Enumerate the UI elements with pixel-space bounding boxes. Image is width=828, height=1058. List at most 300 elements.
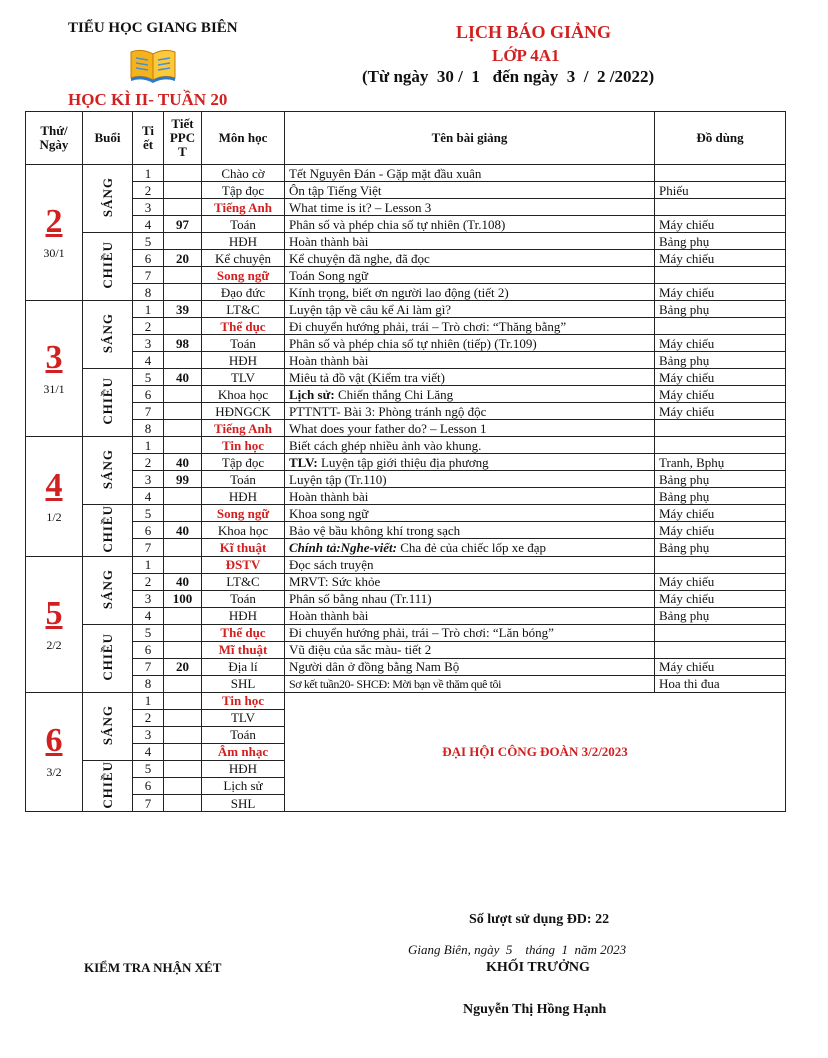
period-cell: 3 — [133, 471, 164, 488]
lesson-text: Hoàn thành bài — [289, 233, 369, 249]
period-cell: 5 — [133, 505, 164, 522]
ppct-cell — [164, 760, 202, 777]
subject-cell: Tiếng Anh — [202, 420, 285, 437]
ppct-cell — [164, 624, 202, 641]
lesson-text: Phân số và phép chia số tự nhiên (Tr.108) — [289, 216, 506, 232]
subject-cell: Đạo đức — [202, 284, 285, 301]
period-cell: 5 — [133, 624, 164, 641]
table-row — [26, 182, 786, 199]
col-session: Buổi — [83, 112, 133, 165]
day-cell — [26, 692, 83, 812]
ppct-cell — [164, 795, 202, 812]
day-cell — [26, 556, 83, 692]
lesson-cell — [285, 607, 655, 624]
lesson-text: Khoa song ngữ — [289, 505, 369, 521]
subject-cell: Lịch sử — [202, 777, 285, 794]
table-row — [26, 420, 786, 437]
ppct-cell — [164, 352, 202, 369]
subject-cell: LT&C — [202, 301, 285, 318]
table-row — [26, 386, 786, 403]
ppct-cell — [164, 233, 202, 250]
tool-cell: Phiếu — [655, 182, 786, 199]
ppct-cell: 97 — [164, 216, 202, 233]
lesson-text: Sơ kết tuần20- SHCĐ: Mời bạn về thăm quê tôi — [289, 676, 502, 691]
session-label: CHIỀU — [100, 632, 115, 681]
subject-cell: Toán — [202, 216, 285, 233]
col-tools: Đồ dùng — [655, 112, 786, 165]
lesson-cell — [285, 556, 655, 573]
tool-cell: Bảng phụ — [655, 233, 786, 250]
table-row — [26, 573, 786, 590]
period-cell: 4 — [133, 743, 164, 760]
lesson-cell — [285, 505, 655, 522]
subject-cell: Tin học — [202, 692, 285, 709]
session-morning — [83, 556, 133, 624]
subject-cell: Khoa học — [202, 386, 285, 403]
lesson-cell — [285, 641, 655, 658]
lesson-cell — [285, 437, 655, 454]
lesson-cell — [285, 420, 655, 437]
tool-cell: Máy chiếu — [655, 335, 786, 352]
tool-cell: Máy chiếu — [655, 284, 786, 301]
col-subject: Môn học — [202, 112, 285, 165]
tool-cell: Máy chiếu — [655, 386, 786, 403]
ppct-cell — [164, 165, 202, 182]
ppct-cell: 20 — [164, 250, 202, 267]
ppct-cell: 20 — [164, 658, 202, 675]
lesson-text: Hoàn thành bài — [289, 488, 369, 504]
tool-cell: Máy chiếu — [655, 250, 786, 267]
session-afternoon — [83, 369, 133, 437]
col-day: Thứ/ Ngày — [26, 112, 83, 165]
tool-cell: Máy chiếu — [655, 369, 786, 386]
period-cell: 1 — [133, 437, 164, 454]
subject-cell: HĐH — [202, 607, 285, 624]
session-morning — [83, 692, 133, 760]
table-row — [26, 454, 786, 471]
period-cell: 7 — [133, 267, 164, 284]
lesson-text: Cha đẻ của chiếc lốp xe đạp — [396, 540, 547, 556]
equipment-usage: Số lượt sử dụng ĐD: 22 — [469, 912, 610, 927]
tool-cell: Bảng phụ — [655, 471, 786, 488]
period-cell: 6 — [133, 777, 164, 794]
session-afternoon — [83, 760, 133, 812]
day-cell — [26, 437, 83, 557]
lesson-cell — [285, 488, 655, 505]
head-label: KHỐI TRƯỞNG — [486, 960, 590, 975]
lesson-cell — [285, 522, 655, 539]
period-cell: 1 — [133, 301, 164, 318]
tool-cell: Máy chiếu — [655, 522, 786, 539]
ppct-cell — [164, 505, 202, 522]
session-afternoon — [83, 624, 133, 692]
tool-cell — [655, 267, 786, 284]
day-date: 3/2 — [46, 765, 62, 780]
lesson-cell — [285, 573, 655, 590]
lesson-text: What time is it? – Lesson 3 — [289, 199, 432, 215]
lesson-text: PTTNTT- Bài 3: Phòng tránh ngộ độc — [289, 403, 487, 419]
subject-cell: HĐH — [202, 233, 285, 250]
tool-cell: Máy chiếu — [655, 573, 786, 590]
ppct-cell — [164, 420, 202, 437]
session-label: SÁNG — [100, 312, 115, 354]
schedule-body — [26, 165, 786, 812]
lesson-text: Ôn tập Tiếng Việt — [289, 182, 382, 198]
day-number: 3 — [45, 339, 63, 376]
lesson-text: Vũ điệu của sắc màu- tiết 2 — [289, 642, 432, 658]
subject-cell: Âm nhạc — [202, 743, 285, 760]
period-cell: 7 — [133, 539, 164, 556]
lesson-cell — [285, 318, 655, 335]
tool-cell: Bảng phụ — [655, 301, 786, 318]
lesson-cell — [285, 590, 655, 607]
ppct-cell — [164, 403, 202, 420]
lesson-prefix: Lịch sử: — [289, 386, 335, 402]
ppct-cell — [164, 539, 202, 556]
lesson-cell — [285, 403, 655, 420]
tool-cell: Hoa thi đua — [655, 675, 786, 692]
event-cell — [285, 692, 786, 812]
period-cell: 5 — [133, 760, 164, 777]
lesson-text: Kính trọng, biết ơn người lao động (tiết 2) — [289, 284, 509, 300]
tool-cell: Máy chiếu — [655, 505, 786, 522]
place-date: Giang Biên, ngày 5 tháng 1 năm 2023 — [408, 942, 627, 957]
lesson-text: Kể chuyện đã nghe, đã đọc — [289, 250, 430, 266]
subject-cell: Kể chuyện — [202, 250, 285, 267]
period-cell: 1 — [133, 556, 164, 573]
tool-cell: Tranh, Bphụ — [655, 454, 786, 471]
period-cell: 8 — [133, 675, 164, 692]
subject-cell: Địa lí — [202, 658, 285, 675]
ppct-cell — [164, 692, 202, 709]
lesson-cell — [285, 386, 655, 403]
lesson-cell — [285, 199, 655, 216]
session-label: SÁNG — [100, 704, 115, 745]
session-morning — [83, 437, 133, 505]
ppct-cell — [164, 267, 202, 284]
subject-cell: TLV — [202, 369, 285, 386]
day-number: 2 — [45, 203, 63, 240]
lesson-cell — [285, 352, 655, 369]
subject-cell: Toán — [202, 590, 285, 607]
day-number: 6 — [45, 722, 63, 760]
table-row — [26, 284, 786, 301]
subject-cell: LT&C — [202, 573, 285, 590]
ppct-cell — [164, 182, 202, 199]
lesson-prefix: Chính tả:Nghe-viết: — [289, 540, 397, 556]
session-morning — [83, 165, 133, 233]
ppct-cell — [164, 199, 202, 216]
period-cell: 4 — [133, 488, 164, 505]
tool-cell: Máy chiếu — [655, 658, 786, 675]
lesson-cell — [285, 658, 655, 675]
subject-cell: TLV — [202, 709, 285, 726]
lesson-cell — [285, 369, 655, 386]
session-label: SÁNG — [100, 568, 115, 609]
lesson-text: Luyện tập về câu kể Ai làm gì? — [289, 301, 452, 317]
session-label: SÁNG — [100, 448, 115, 490]
lesson-cell — [285, 182, 655, 199]
period-cell: 2 — [133, 709, 164, 726]
table-row — [26, 437, 786, 454]
tool-cell — [655, 199, 786, 216]
lesson-text: Chiến thắng Chi Lăng — [334, 386, 454, 402]
lesson-text: Đọc sách truyện — [289, 557, 374, 573]
period-cell: 8 — [133, 420, 164, 437]
period-cell: 2 — [133, 318, 164, 335]
tool-cell: Máy chiếu — [655, 590, 786, 607]
subject-cell: Tập đọc — [202, 454, 285, 471]
review-label: KIỂM TRA NHẬN XÉT — [84, 960, 222, 975]
subject-cell: Chào cờ — [202, 165, 285, 182]
subject-cell: Toán — [202, 471, 285, 488]
session-morning — [83, 301, 133, 369]
period-cell: 8 — [133, 284, 164, 301]
table-row — [26, 216, 786, 233]
schedule-table — [25, 111, 786, 812]
session-afternoon — [83, 233, 133, 301]
lesson-text: Người dân ở đồng bằng Nam Bộ — [289, 659, 460, 675]
period-cell: 3 — [133, 335, 164, 352]
tool-cell — [655, 318, 786, 335]
book-icon — [128, 44, 178, 84]
ppct-cell — [164, 318, 202, 335]
day-date: 31/1 — [43, 382, 65, 396]
day-date: 30/1 — [43, 246, 65, 260]
period-cell: 2 — [133, 454, 164, 471]
table-row — [26, 301, 786, 318]
subject-cell: Toán — [202, 335, 285, 352]
period-cell: 5 — [133, 369, 164, 386]
session-label: CHIỀU — [100, 377, 115, 425]
signer-name: Nguyễn Thị Hồng Hạnh — [463, 1002, 607, 1017]
subject-cell: Mĩ thuật — [202, 641, 285, 658]
ppct-cell — [164, 743, 202, 760]
lesson-text: What does your father do? – Lesson 1 — [289, 420, 487, 436]
table-row — [26, 369, 786, 386]
ppct-cell: 100 — [164, 590, 202, 607]
session-label: SÁNG — [100, 176, 115, 218]
table-row — [26, 607, 786, 624]
subject-cell: Toán — [202, 726, 285, 743]
table-row — [26, 165, 786, 182]
period-cell: 7 — [133, 795, 164, 812]
lesson-text: Luyện tập giới thiệu địa phương — [317, 454, 489, 470]
day-number: 5 — [45, 594, 63, 632]
lesson-text: Hoàn thành bài — [289, 352, 369, 368]
table-row — [26, 641, 786, 658]
col-period: Ti ết — [133, 112, 164, 165]
session-label: CHIỀU — [100, 760, 115, 809]
table-header-row — [26, 112, 786, 165]
lesson-cell — [285, 454, 655, 471]
table-row — [26, 267, 786, 284]
lesson-cell — [285, 250, 655, 267]
period-cell: 3 — [133, 726, 164, 743]
table-row — [26, 250, 786, 267]
tool-cell — [655, 556, 786, 573]
session-afternoon — [83, 505, 133, 557]
ppct-cell — [164, 284, 202, 301]
subject-cell: HĐH — [202, 352, 285, 369]
period-cell: 1 — [133, 165, 164, 182]
lesson-text: Bảo vệ bầu không khí trong sạch — [289, 522, 461, 538]
lesson-text: Hoàn thành bài — [289, 608, 369, 624]
ppct-cell — [164, 709, 202, 726]
lesson-cell — [285, 675, 655, 692]
session-label: CHIỀU — [100, 241, 115, 289]
ppct-cell — [164, 641, 202, 658]
ppct-cell: 39 — [164, 301, 202, 318]
ppct-cell: 40 — [164, 454, 202, 471]
session-label: CHIỀU — [100, 505, 115, 553]
subject-cell: Kĩ thuật — [202, 539, 285, 556]
ppct-cell — [164, 726, 202, 743]
lesson-text: Biết cách ghép nhiều ảnh vào khung. — [289, 437, 482, 453]
table-row — [26, 522, 786, 539]
period-cell: 6 — [133, 641, 164, 658]
table-row — [26, 658, 786, 675]
day-date: 1/2 — [46, 509, 62, 524]
tool-cell — [655, 420, 786, 437]
col-lesson: Tên bài giảng — [285, 112, 655, 165]
subject-cell: Tiếng Anh — [202, 199, 285, 216]
table-row — [26, 624, 786, 641]
lesson-cell — [285, 284, 655, 301]
ppct-cell — [164, 488, 202, 505]
period-cell: 2 — [133, 573, 164, 590]
period-cell: 4 — [133, 216, 164, 233]
period-cell: 4 — [133, 607, 164, 624]
table-row — [26, 590, 786, 607]
lesson-text: MRVT: Sức khỏe — [289, 574, 381, 590]
tool-cell: Bảng phụ — [655, 539, 786, 556]
ppct-cell — [164, 437, 202, 454]
class-name: LỚP 4A1 — [492, 46, 560, 65]
col-ppct: Tiết PPC T — [164, 112, 202, 165]
lesson-text: Đi chuyển hướng phải, trái – Trò chơi: “Lăn bóng” — [289, 625, 554, 641]
period-cell: 7 — [133, 658, 164, 675]
subject-cell: HĐNGCK — [202, 403, 285, 420]
subject-cell: SHL — [202, 795, 285, 812]
subject-cell: Song ngữ — [202, 267, 285, 284]
school-name: TIỂU HỌC GIANG BIÊN — [68, 20, 238, 36]
lesson-cell — [285, 165, 655, 182]
table-row — [26, 488, 786, 505]
lesson-text: Phân số bằng nhau (Tr.111) — [289, 591, 432, 607]
period-cell: 4 — [133, 352, 164, 369]
lesson-text: Phân số và phép chia số tự nhiên (tiếp) (Tr.109) — [289, 335, 537, 351]
day-date: 2/2 — [46, 637, 62, 652]
table-row — [26, 539, 786, 556]
ppct-cell: 40 — [164, 369, 202, 386]
period-cell: 6 — [133, 522, 164, 539]
tool-cell: Máy chiếu — [655, 216, 786, 233]
period-cell: 5 — [133, 233, 164, 250]
table-row — [26, 471, 786, 488]
subject-cell: SHL — [202, 675, 285, 692]
table-row — [26, 199, 786, 216]
ppct-cell: 40 — [164, 522, 202, 539]
ppct-cell — [164, 675, 202, 692]
table-row — [26, 318, 786, 335]
table-row — [26, 675, 786, 692]
table-row — [26, 233, 786, 250]
period-cell: 2 — [133, 182, 164, 199]
day-cell — [26, 301, 83, 437]
period-cell: 3 — [133, 590, 164, 607]
tool-cell: Bảng phụ — [655, 352, 786, 369]
lesson-cell — [285, 267, 655, 284]
table-row — [26, 505, 786, 522]
lesson-cell — [285, 301, 655, 318]
tool-cell: Bảng phụ — [655, 607, 786, 624]
lesson-cell — [285, 216, 655, 233]
lesson-text: Tết Nguyên Đán - Gặp mặt đầu xuân — [289, 165, 482, 181]
tool-cell — [655, 437, 786, 454]
lesson-cell — [285, 233, 655, 250]
table-row — [26, 403, 786, 420]
period-cell: 1 — [133, 692, 164, 709]
lesson-cell — [285, 624, 655, 641]
tool-cell — [655, 165, 786, 182]
ppct-cell: 98 — [164, 335, 202, 352]
subject-cell: HĐH — [202, 488, 285, 505]
lesson-text: Toán Song ngữ — [289, 267, 369, 283]
lesson-text: Luyện tập (Tr.110) — [289, 471, 387, 487]
ppct-cell — [164, 386, 202, 403]
period-cell: 3 — [133, 199, 164, 216]
tool-cell: Bảng phụ — [655, 488, 786, 505]
page-title: LỊCH BÁO GIẢNG — [456, 22, 612, 42]
date-range: (Từ ngày 30 / 1 đến ngày 3 / 2 /2022) — [362, 67, 655, 86]
table-row — [26, 335, 786, 352]
day-number: 4 — [45, 466, 63, 504]
lesson-cell — [285, 471, 655, 488]
subject-cell: ĐSTV — [202, 556, 285, 573]
period-cell: 6 — [133, 386, 164, 403]
lesson-text: Miêu tả đồ vật (Kiểm tra viết) — [289, 369, 445, 385]
subject-cell: Thể dục — [202, 318, 285, 335]
lesson-cell — [285, 335, 655, 352]
period-cell: 7 — [133, 403, 164, 420]
table-row — [26, 352, 786, 369]
table-row — [26, 556, 786, 573]
day-cell — [26, 165, 83, 301]
ppct-cell — [164, 556, 202, 573]
tool-cell — [655, 641, 786, 658]
subject-cell: HĐH — [202, 760, 285, 777]
lesson-prefix: TLV: — [289, 454, 318, 470]
period-cell: 6 — [133, 250, 164, 267]
subject-cell: Tập đọc — [202, 182, 285, 199]
subject-cell: Khoa học — [202, 522, 285, 539]
lesson-text: Đi chuyển hướng phải, trái – Trò chơi: “Thăng bằng” — [289, 318, 567, 334]
ppct-cell: 99 — [164, 471, 202, 488]
lesson-cell — [285, 539, 655, 556]
subject-cell: Song ngữ — [202, 505, 285, 522]
ppct-cell: 40 — [164, 573, 202, 590]
event-text: ĐẠI HỘI CÔNG ĐOÀN 3/2/2023 — [442, 744, 628, 760]
ppct-cell — [164, 777, 202, 794]
table-row — [26, 692, 786, 709]
tool-cell: Máy chiếu — [655, 403, 786, 420]
subject-cell: Tin học — [202, 437, 285, 454]
semester-week: HỌC KÌ II- TUẦN 20 — [68, 90, 228, 109]
ppct-cell — [164, 607, 202, 624]
tool-cell — [655, 624, 786, 641]
subject-cell: Thể dục — [202, 624, 285, 641]
